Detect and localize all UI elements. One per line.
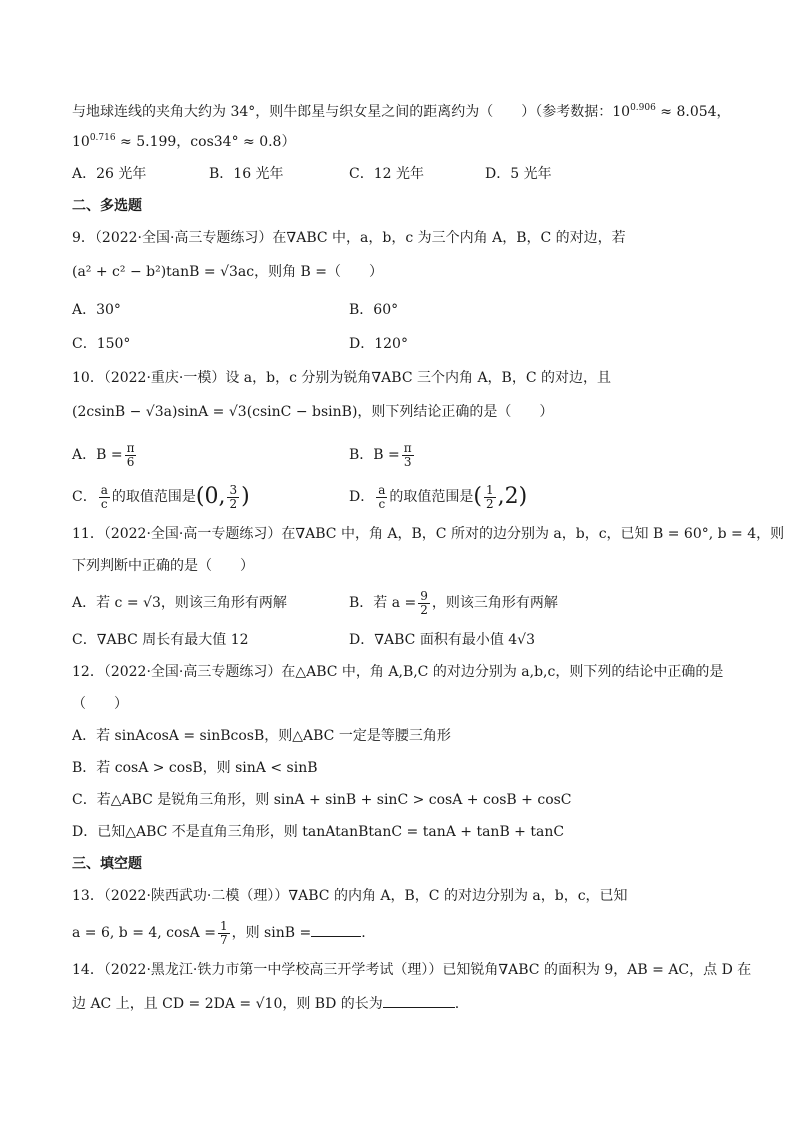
- numerator: 3: [229, 482, 238, 497]
- question-text: 边 AC 上，且 CD = 2DA = √10，则 BD 的长为: [72, 996, 383, 1012]
- period: .: [454, 996, 460, 1012]
- range-close: ,2): [497, 484, 528, 509]
- prev-text: 10: [72, 134, 90, 150]
- q13-line2: [72, 914, 732, 952]
- option-a: A．若 c = √3，则该三角形有两解: [72, 595, 287, 611]
- fraction: [218, 920, 230, 947]
- q12-option-d: D．已知△ABC 不是直角三角形，则 tanAtanBtanC = tanA + tanB + tanC: [72, 824, 565, 840]
- q11-options-row2: [72, 626, 732, 654]
- prev-question-line2: [72, 128, 732, 156]
- answer-blank[interactable]: [311, 920, 361, 937]
- section-heading-fill-blank: 三、填空题: [72, 856, 142, 872]
- prev-text: ≈ 8.054，: [655, 104, 731, 120]
- q11-line2: 下列判断中正确的是（ ）: [72, 558, 254, 574]
- q10-options-row1: [72, 436, 732, 474]
- numerator: π: [403, 440, 412, 455]
- answer-blank[interactable]: [383, 991, 455, 1008]
- q12-option-c: C．若△ABC 是锐角三角形，则 sinA + sinB + sinC > cosA + cosB + cosC: [72, 792, 572, 808]
- option-b: [349, 436, 416, 474]
- exponent: 0.906: [630, 103, 656, 113]
- option-a: A．30°: [72, 302, 121, 318]
- option-label: B．若 a =: [349, 595, 417, 611]
- denominator: 2: [420, 602, 428, 617]
- option-c: [72, 478, 250, 516]
- option-b: [349, 584, 558, 622]
- option-label: C．: [72, 489, 97, 505]
- q10-line1: 10．（2022·重庆·一模）设 a，b，c 分别为锐角∇ABC 三个内角 A，B，C 的对边，且: [72, 370, 611, 386]
- period: .: [361, 925, 366, 941]
- denominator: 7: [219, 932, 228, 947]
- option-text: ，则该三角形有两解: [431, 595, 558, 611]
- exponent: 0.716: [89, 133, 116, 143]
- q13-line1: 13．（2022·陕西武功·二模（理））∇ABC 的内角 A，B，C 的对边分别为 a，b，c，已知: [72, 888, 628, 904]
- range-close: ): [241, 484, 250, 509]
- option-label: A．B =: [72, 447, 123, 463]
- prev-text: ≈ 5.199，cos34° ≈ 0.8）: [115, 134, 296, 150]
- option-a: A．26 光年: [72, 166, 147, 182]
- fraction: [376, 484, 387, 511]
- q14-line2: [72, 990, 732, 1018]
- fraction: [99, 484, 110, 511]
- q12-option-a: A．若 sinAcosA = sinBcosB，则△ABC 一定是等腰三角形: [72, 728, 451, 744]
- numerator: π: [126, 440, 135, 455]
- fraction: [227, 484, 239, 511]
- option-label: B．B =: [349, 447, 400, 463]
- option-c: C．12 光年: [349, 166, 424, 182]
- q9-line2: (a² + c² − b²)tanB = √3ac，则角 B =（ ）: [72, 264, 384, 280]
- option-b: B．60°: [349, 302, 399, 318]
- option-c: C．150°: [72, 336, 131, 352]
- q10-line2: (2csinB − √3a)sinA = √3(csinC − bsinB)，则下列结论正确的是（ ）: [72, 404, 554, 420]
- denominator: 6: [126, 454, 135, 469]
- numerator: a: [378, 482, 386, 497]
- denominator: 3: [403, 454, 412, 469]
- option-label: D．: [349, 489, 375, 505]
- fraction: [125, 442, 137, 469]
- q12-line1: 12．（2022·全国·高三专题练习）在△ABC 中，角 A,B,C 的对边分别为 a,b,c，则下列的结论中正确的是: [72, 664, 724, 680]
- denominator: c: [100, 496, 108, 511]
- prev-text: 与地球连线的夹角大约为 34°，则牛郎星与织女星之间的距离约为（ ）（参考数据：10: [72, 104, 631, 120]
- range-open: (0,: [195, 484, 226, 509]
- section-heading-multiple-choice: 二、多选题: [72, 198, 142, 214]
- option-d: [349, 478, 527, 516]
- fraction: [484, 484, 496, 511]
- numerator: a: [100, 482, 108, 497]
- q14-line1: 14．（2022·黑龙江·铁力市第一中学校高三开学考试（理））已知锐角∇ABC 的面积为 9，AB = AC，点 D 在: [72, 962, 752, 978]
- option-d: D．5 光年: [485, 166, 552, 182]
- q9-options-row2: [72, 330, 732, 358]
- q12-option-b: B．若 cosA > cosB，则 sinA < sinB: [72, 760, 318, 776]
- option-b: B．16 光年: [209, 166, 284, 182]
- option-d: D．120°: [349, 336, 408, 352]
- denominator: c: [378, 496, 386, 511]
- denominator: 2: [485, 496, 494, 511]
- fraction: [402, 442, 414, 469]
- equation-text: a = 6, b = 4, cosA =: [72, 925, 216, 941]
- q9-options-row1: [72, 296, 732, 324]
- q10-options-row2: [72, 478, 732, 516]
- numerator: 1: [485, 482, 494, 497]
- numerator: 1: [219, 918, 228, 933]
- denominator: 2: [229, 496, 238, 511]
- fraction: [418, 590, 430, 617]
- q9-line1: 9．（2022·全国·高三专题练习）在∇ABC 中，a，b，c 为三个内角 A，B，C 的对边，若: [72, 230, 626, 246]
- option-text: 的取值范围是: [389, 489, 474, 505]
- numerator: 9: [420, 588, 428, 603]
- option-a: [72, 436, 138, 474]
- option-d: D．∇ABC 面积有最小值 4√3: [349, 632, 536, 648]
- option-c: C．∇ABC 周长有最大值 12: [72, 632, 249, 648]
- option-text: 的取值范围是: [111, 489, 196, 505]
- prev-question-line1: [72, 98, 732, 126]
- prev-options: [72, 160, 732, 188]
- range-open: (: [473, 484, 482, 509]
- equation-text: ，则 sinB =: [231, 925, 312, 941]
- q11-line1: 11．（2022·全国·高一专题练习）在∇ABC 中，角 A，B，C 所对的边分别为 a，b，c，已知 B = 60°, b = 4，则: [72, 526, 785, 542]
- q11-options-row1: [72, 584, 732, 622]
- q12-line2: （ ）: [72, 696, 128, 712]
